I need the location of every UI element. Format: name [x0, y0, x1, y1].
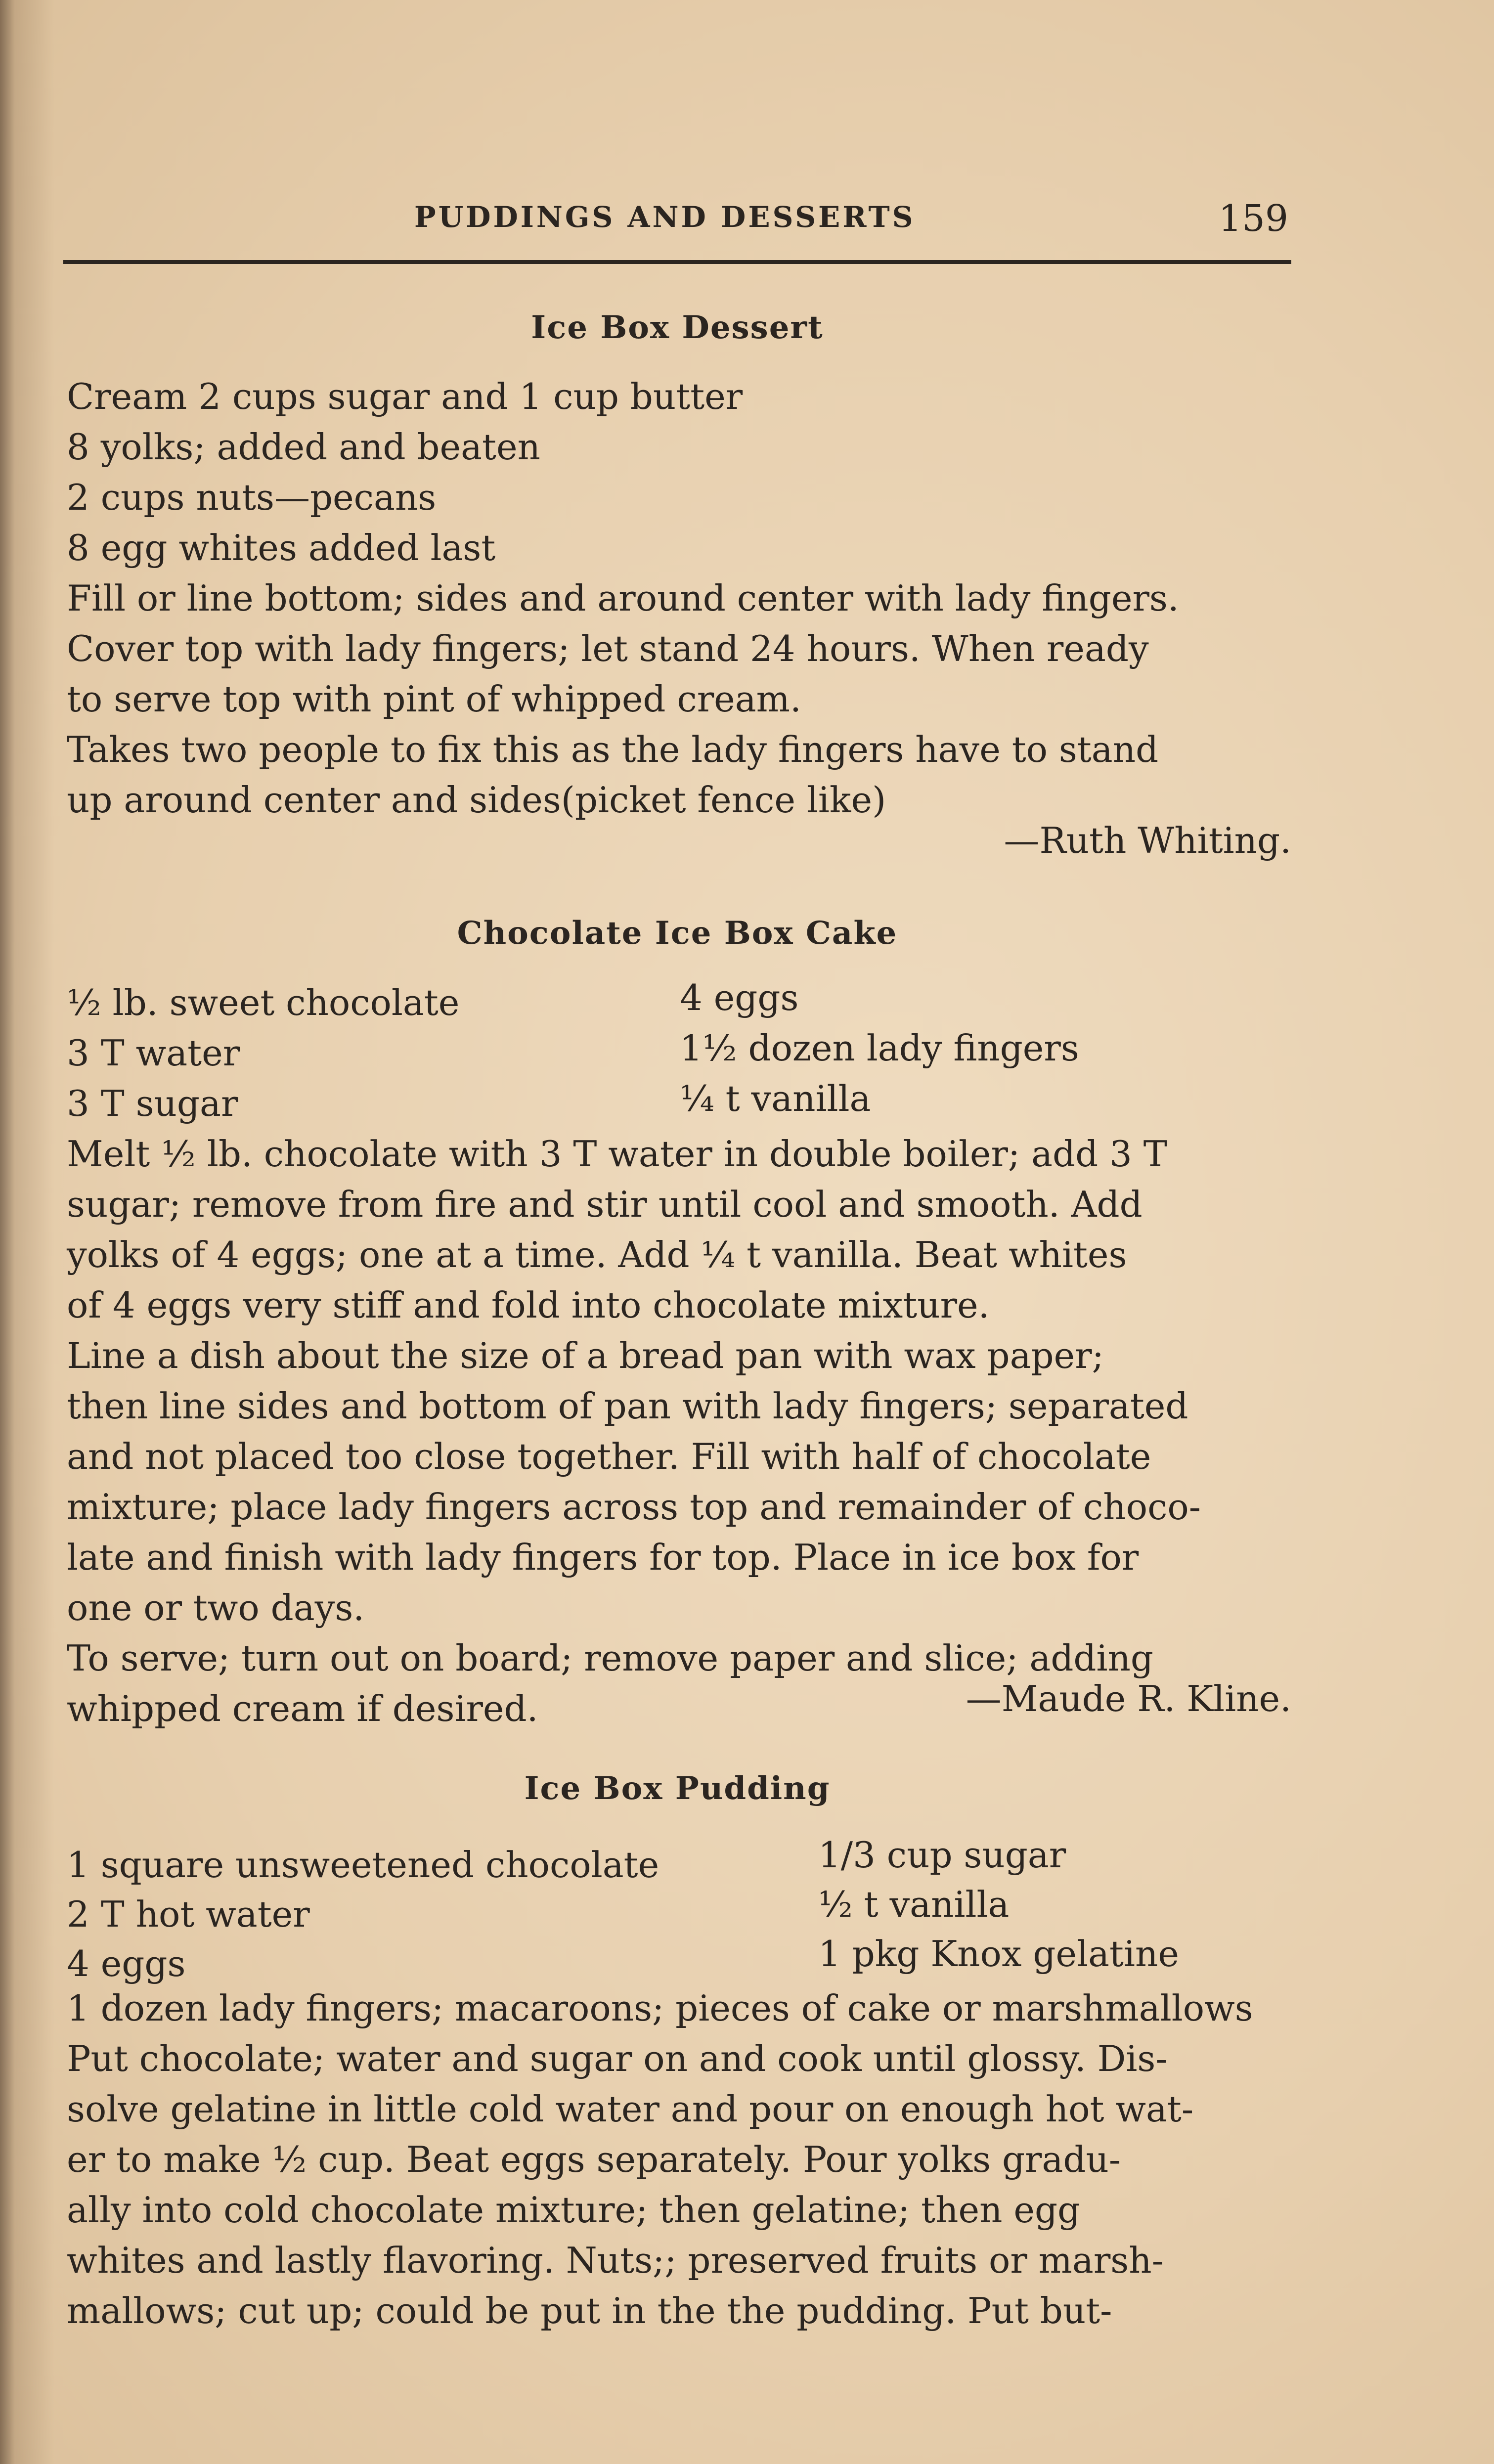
- recipe-text-line: of 4 eggs very stiff and fold into chocolate mixture.: [67, 1284, 990, 1326]
- header-rule: [63, 260, 1291, 264]
- recipe-title-ice-box-pudding: Ice Box Pudding: [524, 1770, 831, 1807]
- running-title: PUDDINGS AND DESSERTS: [414, 200, 916, 234]
- recipe-author: —Maude R. Kline.: [966, 1678, 1291, 1719]
- recipe-text-line: Fill or line bottom; sides and around center with lady fingers.: [67, 577, 1179, 619]
- recipe-author: —Ruth Whiting.: [1004, 820, 1291, 861]
- ingredient-left: ½ lb. sweet chocolate: [67, 982, 460, 1023]
- recipe-text-line: to serve top with pint of whipped cream.: [67, 678, 801, 720]
- ingredient-left: 4 eggs: [67, 1943, 186, 1984]
- page-header: [63, 197, 1291, 245]
- ingredient-left: 3 T water: [67, 1032, 240, 1074]
- recipe-text-line: mallows; cut up; could be put in the the pudding. Put but-: [67, 2290, 1112, 2332]
- recipe-text-line: late and finish with lady fingers for top. Place in ice box for: [67, 1537, 1139, 1578]
- ingredient-right: ½ t vanilla: [818, 1884, 1010, 1925]
- ingredient-left: 3 T sugar: [67, 1083, 238, 1124]
- recipe-text-line: one or two days.: [67, 1587, 365, 1628]
- recipe-text-line: sugar; remove from fire and stir until cool and smooth. Add: [67, 1184, 1142, 1225]
- ingredient-left: 2 T hot water: [67, 1893, 310, 1935]
- ingredient-left: 1 square unsweetened chocolate: [67, 1844, 659, 1886]
- ingredient-right: 1 pkg Knox gelatine: [818, 1933, 1179, 1975]
- recipe-text-line: To serve; turn out on board; remove paper and slice; adding: [67, 1637, 1154, 1679]
- ingredient-right: 1½ dozen lady fingers: [680, 1027, 1079, 1069]
- recipe-text-line: 8 egg whites added last: [67, 527, 496, 569]
- recipe-text-line: Melt ½ lb. chocolate with 3 T water in double boiler; add 3 T: [67, 1133, 1167, 1175]
- recipe-title-ice-box-dessert: Ice Box Dessert: [531, 309, 824, 346]
- recipe-text-line: mixture; place lady fingers across top and remainder of choco-: [67, 1486, 1201, 1528]
- ingredient-right: 4 eggs: [680, 977, 799, 1018]
- recipe-text-line: Cover top with lady fingers; let stand 24 hours. When ready: [67, 628, 1149, 669]
- recipe-text-line: Cream 2 cups sugar and 1 cup butter: [67, 376, 743, 417]
- page-number: 159: [1218, 197, 1288, 240]
- recipe-text-line: Line a dish about the size of a bread pan with wax paper;: [67, 1335, 1104, 1376]
- recipe-text-line: 2 cups nuts—pecans: [67, 477, 437, 518]
- recipe-text-line: solve gelatine in little cold water and pour on enough hot wat-: [67, 2088, 1194, 2130]
- recipe-text-line: ally into cold chocolate mixture; then gelatine; then egg: [67, 2189, 1081, 2231]
- ingredient-right: 1/3 cup sugar: [818, 1834, 1066, 1876]
- recipe-text-line: er to make ½ cup. Beat eggs separately. Pour yolks gradu-: [67, 2139, 1121, 2180]
- recipe-text-line: whipped cream if desired.: [67, 1688, 538, 1729]
- recipe-text-line: Takes two people to fix this as the lady fingers have to stand: [67, 729, 1159, 770]
- recipe-text-line: Put chocolate; water and sugar on and cook until glossy. Dis-: [67, 2038, 1168, 2079]
- recipe-text-line: and not placed too close together. Fill with half of chocolate: [67, 1436, 1151, 1477]
- recipe-text-line: then line sides and bottom of pan with lady fingers; separated: [67, 1385, 1188, 1427]
- recipe-text-line: 1 dozen lady fingers; macaroons; pieces of cake or marshmallows: [67, 1987, 1253, 2029]
- ingredient-right: ¼ t vanilla: [680, 1078, 871, 1119]
- recipe-text-line: whites and lastly flavoring. Nuts;; preserved fruits or marsh-: [67, 2240, 1164, 2281]
- recipe-text-line: 8 yolks; added and beaten: [67, 426, 540, 468]
- recipe-title-chocolate-ice-box-cake: Chocolate Ice Box Cake: [457, 915, 898, 952]
- recipe-text-line: yolks of 4 eggs; one at a time. Add ¼ t vanilla. Beat whites: [67, 1234, 1127, 1276]
- recipe-text-line: up around center and sides(picket fence like): [67, 779, 886, 821]
